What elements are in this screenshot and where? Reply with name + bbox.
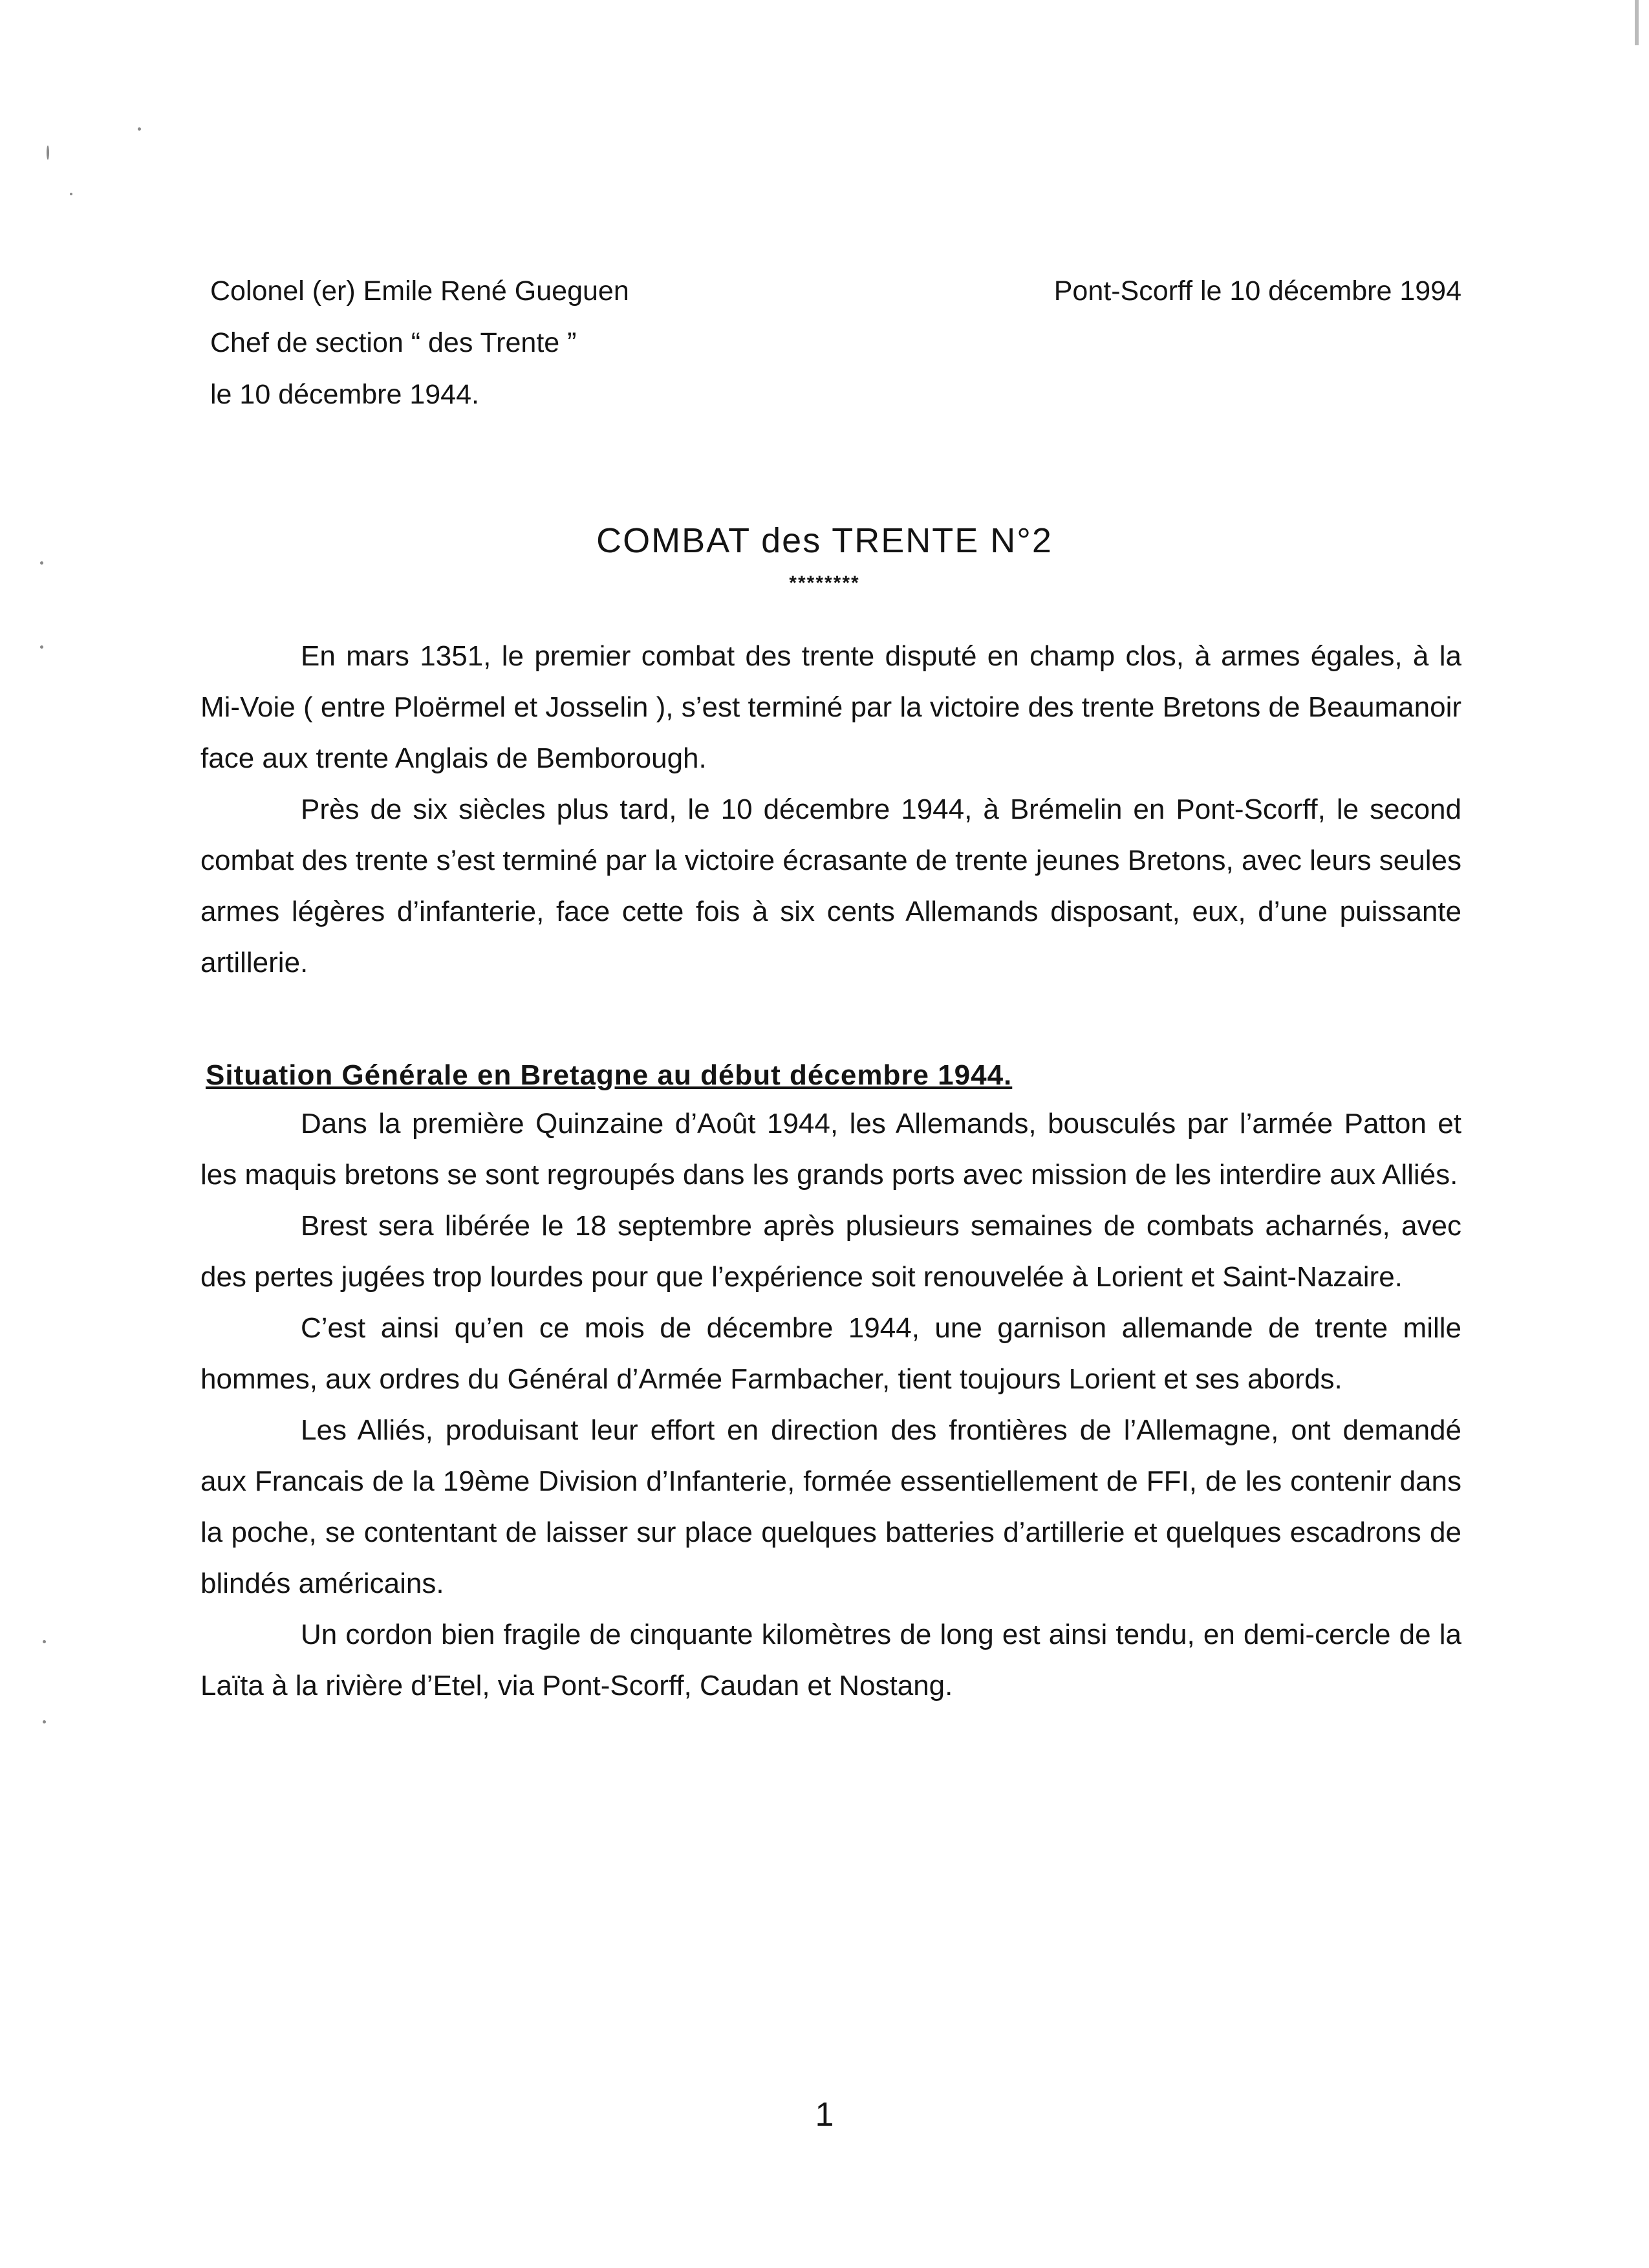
paragraph: Brest sera libérée le 18 septembre après plusieurs semaines de combats acharnés, avec des pertes jugées trop lourdes pour que l’expérience soit renouvelée à Lorient et Saint-Nazaire. [200, 1210, 1461, 1293]
author-date-line: le 10 décembre 1944. [210, 379, 479, 410]
scan-edge [1635, 0, 1639, 45]
title-separator: ******** [789, 572, 860, 594]
author-line: Colonel (er) Emile René Gueguen [210, 275, 629, 307]
document-body [200, 631, 1461, 1711]
author-block [210, 265, 629, 420]
paragraph: Les Alliés, produisant leur effort en direction des frontières de l’Allemagne, ont demandé aux Francais de la 19ème Division d’Infanterie, formée essentiellement de FFI, de les contenir dans la poche, se contentant de laisser sur place quelques batteries d’artillerie et quelques escadrons de blindés américains. [200, 1414, 1461, 1599]
place-date: Pont-Scorff le 10 décembre 1994 [1053, 275, 1461, 307]
paragraph: Près de six siècles plus tard, le 10 décembre 1944, à Brémelin en Pont-Scorff, le second combat des trente s’est terminé par la victoire écrasante de trente jeunes Bretons, avec leurs seules armes légères d’infanterie, face cette fois à six cents Allemands disposant, eux, d’une puissante artillerie. [200, 794, 1461, 978]
author-role-line: Chef de section “ des Trente ” [210, 327, 577, 358]
scan-mark [70, 193, 72, 195]
scan-mark [138, 127, 141, 131]
document-title: COMBAT des TRENTE N°2 [596, 521, 1053, 560]
scan-mark [40, 645, 43, 649]
scan-mark [47, 146, 49, 160]
paragraph: Un cordon bien fragile de cinquante kilomètres de long est ainsi tendu, en demi-cercle de la Laïta à la rivière d’Etel, via Pont-Scorff, Caudan et Nostang. [200, 1619, 1461, 1701]
paragraph: En mars 1351, le premier combat des trente disputé en champ clos, à armes égales, à la Mi-Voie ( entre Ploërmel et Josselin ), s’est terminé par la victoire des trente Bretons de Beaumanoir face aux trente Anglais de Bemborough. [200, 640, 1461, 774]
section-heading: Situation Générale en Bretagne au début décembre 1944. [206, 1059, 1013, 1091]
scan-mark [43, 1720, 46, 1723]
page-number: 1 [815, 2096, 834, 2133]
scan-mark [43, 1640, 46, 1643]
paragraph: Dans la première Quinzaine d’Août 1944, les Allemands, bousculés par l’armée Patton et les maquis bretons se sont regroupés dans les grands ports avec mission de les interdire aux Alliés. [200, 1108, 1461, 1191]
scan-mark [40, 561, 43, 565]
paragraph: C’est ainsi qu’en ce mois de décembre 1944, une garnison allemande de trente mille hommes, aux ordres du Général d’Armée Farmbacher, tient toujours Lorient et ses abords. [200, 1312, 1461, 1395]
